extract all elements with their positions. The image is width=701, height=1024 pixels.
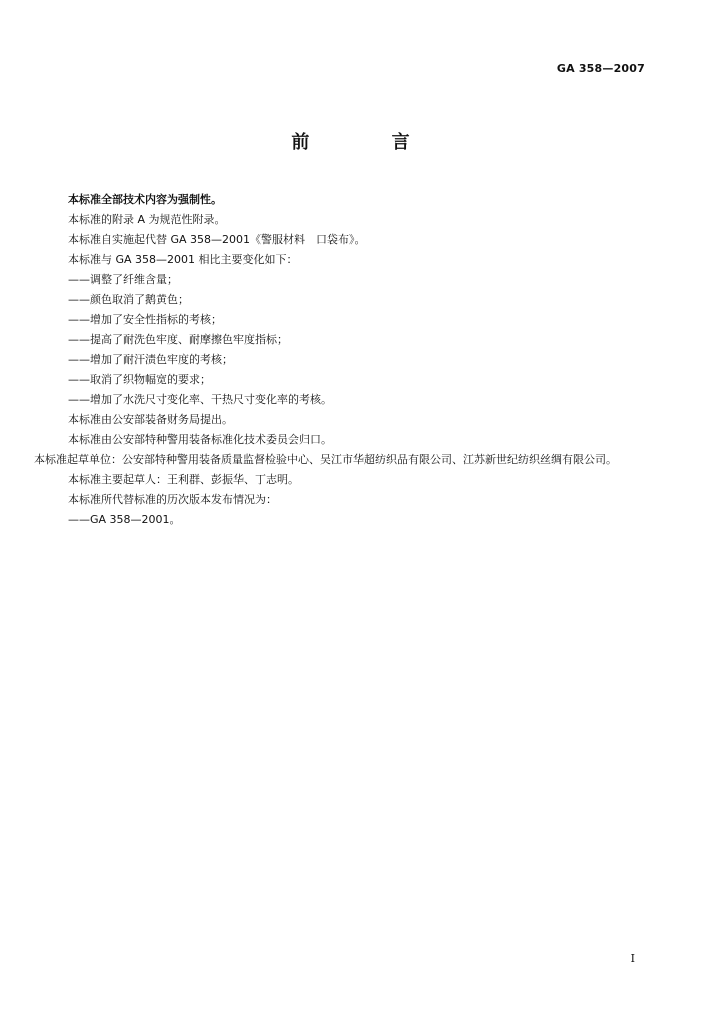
paragraph-changes-intro: 本标准与 GA 358—2001 相比主要变化如下： (68, 253, 298, 266)
paragraph-centralized: 本标准由公安部特种警用装备标准化技术委员会归口。 (68, 433, 332, 446)
change-item-fiber: ——调整了纤维含量； (68, 273, 178, 286)
change-item-shrinkage: ——增加了水洗尺寸变化率、干热尺寸变化率的考核。 (68, 393, 332, 406)
standard-code-header: GA 358—2007 (556, 62, 645, 75)
foreword-body (34, 190, 654, 530)
paragraph-annex: 本标准的附录 A 为规范性附录。 (68, 213, 226, 226)
page-title: 前 言 (291, 132, 448, 153)
change-item-colorfastness: ——提高了耐洗色牢度、耐摩擦色牢度指标； (68, 333, 288, 346)
history-item: ——GA 358—2001。 (68, 513, 181, 526)
paragraph-history-intro: 本标准所代替标准的历次版本发布情况为： (68, 493, 277, 506)
change-item-width: ——取消了织物幅宽的要求； (68, 373, 211, 386)
paragraph-replaces: 本标准自实施起代替 GA 358—2001《警服材料 口袋布》。 (68, 233, 366, 246)
change-item-perspiration: ——增加了耐汗渍色牢度的考核； (68, 353, 233, 366)
page-number: I (630, 952, 635, 965)
paragraph-proposer: 本标准由公安部装备财务局提出。 (68, 413, 233, 426)
change-item-safety: ——增加了安全性指标的考核； (68, 313, 222, 326)
change-item-color: ——颜色取消了鹅黄色； (68, 293, 189, 306)
paragraph-drafting-units: 本标准起草单位：公安部特种警用装备质量监督检验中心、吴江市华超纺织品有限公司、江苏新世纪纺织丝绸有限公司。 (34, 453, 617, 466)
paragraph-drafters: 本标准主要起草人：王利群、彭振华、丁志明。 (68, 473, 299, 486)
paragraph-mandatory: 本标准全部技术内容为强制性。 (68, 193, 222, 206)
